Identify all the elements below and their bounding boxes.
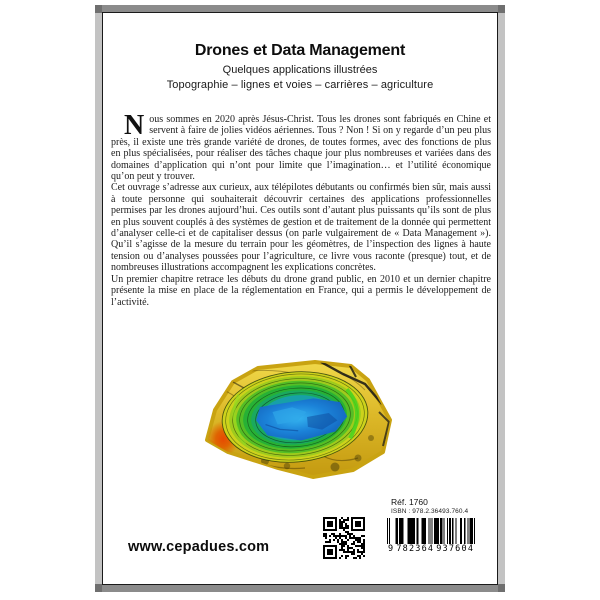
blurb-paragraph-2: Cet ouvrage s’adresse aux curieux, aux télépilotes débutants ou confirmés bien sûr, mais aussi à toute personne qui souhaiterait découvrir certaines des applications professionnelles permises par les drones aujourd’hui. Ces outils sont d’autant plus puissants qu’ils sont de plus en plus souvent couplés à des systèmes de gestion et de traitement de la donnée qui permettent d’analyser celle-ci et de capitaliser dessus (on parle vulgairement de « Data Management »). Qu’il s’agisse de la mesure du terrain pour les géomètres, de l’inspection des lignes à haute tension ou d’analyses poussées pour l’agriculture, ce livre vous raconte (presque) tout, et de nombreuses illustrations accompagnent les explications concrètes. — [111, 182, 491, 274]
quarry-elevation-model-image — [203, 360, 393, 481]
publisher-website: www.cepadues.com — [128, 539, 270, 555]
book-right-edge — [498, 5, 505, 592]
book-left-edge — [95, 5, 102, 592]
book-bottom-edge — [102, 584, 498, 592]
qr-code — [323, 517, 365, 559]
back-cover-blurb — [111, 110, 491, 308]
blurb-paragraph-1-text: ous sommes en 2020 après Jésus-Christ. Tous les drones sont fabriqués en Chine et servent à faire de jolies vidéos aériennes. Tous ? Non ! Si on y regarde d’un peu plus près, il existe une très grande variété de drones, de toutes formes, avec des fonctions de plus en plus spécialisées, pour réaliser des tâches chaque jour plus nombreuses et variées dans des domaines d’application qui n’ont pour limite que l’imagination… et l’utilité économique qu’on peut y trouver. — [111, 114, 491, 183]
isbn-number: ISBN : 978.2.36493.760.4 — [391, 508, 469, 516]
barcode-digits — [387, 544, 475, 554]
barcode-digit-group-2: 937604 — [436, 544, 475, 554]
reference-number: Réf. 1760 — [391, 497, 428, 507]
drop-cap-letter: N — [124, 110, 145, 141]
book-tagline: Topographie – lignes et voies – carrières – agriculture — [166, 79, 434, 91]
book-corner-bottom-left — [95, 584, 102, 592]
reference-block — [391, 498, 468, 515]
barcode-digit-group-1: 782364 — [396, 544, 435, 554]
book-corner-bottom-right — [498, 584, 505, 592]
book-subtitle: Quelques applications illustrées — [222, 64, 378, 76]
ean-barcode — [387, 518, 475, 554]
book-back-cover — [102, 12, 498, 585]
book-corner-top-right — [498, 5, 505, 13]
book-corner-top-left — [95, 5, 102, 13]
barcode-digit-lead: 9 — [388, 544, 395, 554]
blurb-paragraph-3: Un premier chapitre retrace les débuts du drone grand public, en 2010 et un dernier chapitre présente la mise en place de la réglementation en France, qui a permis le développement de l’activité. — [111, 273, 491, 308]
blurb-paragraph-1 — [111, 110, 491, 183]
book-title: Drones et Data Management — [194, 42, 406, 59]
